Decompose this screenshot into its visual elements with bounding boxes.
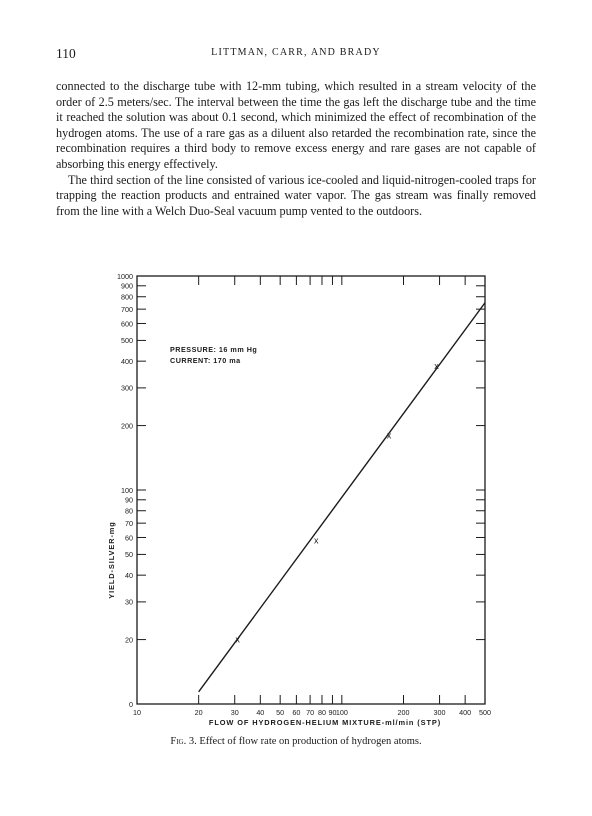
page-number: 110 (56, 46, 76, 61)
y-tick-label: 800 (121, 292, 133, 302)
y-tick-label: 300 (121, 383, 133, 393)
x-tick-label: 70 (306, 708, 315, 717)
y-tick-label: 70 (125, 518, 133, 528)
annotation-2: CURRENT: 170 ma (170, 356, 241, 365)
y-tick-label: 400 (121, 356, 133, 366)
y-tick-label: 50 (125, 550, 133, 560)
x-tick-label: 30 (230, 708, 239, 717)
x-tick-label: 50 (276, 708, 285, 717)
y-tick-label: 200 (121, 421, 133, 431)
plot-frame (137, 276, 485, 704)
y-tick-label: 20 (125, 635, 133, 645)
y-tick-label: 0 (129, 699, 133, 709)
x-tick-label: 40 (256, 708, 265, 717)
y-tick-label: 100 (121, 485, 133, 495)
x-axis-label: FLOW OF HYDROGEN-HELIUM MIXTURE-ml/min (STP) (208, 718, 442, 727)
paragraph-2: The third section of the line consisted of various ice-cooled and liquid-nitrogen-cooled traps for trapping the reaction products and entrained water vapor. The gas stream was finally removed from the line with a Welch Duo-Seal vacuum pump vented to the outdoors. (56, 172, 536, 218)
data-point: x (434, 360, 439, 371)
paragraph-1: connected to the discharge tube with 12-mm tubing, which resulted in a stream velocity of the order of 2.5 meters/sec. The interval between the time the gas left the discharge tube and the time it reached the solution was about 0.1 second, which minimized the effect of recombination of the hydrogen atoms. The use of a rare gas as a diluent also retarded the recombination rate, since the recombination requires a third body to remove excess energy and rare gases are not capable of absorbing this energy effectively. (56, 79, 536, 171)
x-tick-label: 400 (459, 708, 472, 717)
y-tick-label: 700 (121, 304, 133, 314)
running-head: LITTMAN, CARR, AND BRADY (211, 47, 381, 58)
y-tick-label: 1000 (117, 271, 133, 281)
y-tick-label: 600 (121, 319, 133, 329)
x-tick-label: 100 (335, 708, 348, 717)
figure-caption-text: Effect of flow rate on production of hydrogen atoms. (199, 736, 422, 747)
x-tick-label: 90 (328, 708, 337, 717)
annotation-1: PRESSURE: 16 mm Hg (170, 345, 258, 354)
x-tick-label: 10 (133, 708, 141, 717)
y-tick-label: 40 (125, 570, 133, 580)
y-axis-label: YIELD-SILVER-mg (107, 521, 116, 599)
data-point: x (386, 430, 392, 441)
y-tick-label: 500 (121, 336, 133, 346)
x-tick-label: 80 (317, 708, 326, 717)
x-tick-label: 300 (433, 708, 446, 717)
y-tick-label: 60 (125, 533, 133, 543)
data-point: x (235, 634, 240, 645)
y-tick-label: 80 (125, 506, 133, 516)
y-tick-label: 30 (125, 597, 133, 607)
x-tick-label: 500 (479, 708, 491, 717)
figure-label: Fig. 3. (170, 736, 197, 747)
y-tick-label: 90 (125, 495, 133, 505)
figure-caption (56, 736, 536, 747)
y-tick-label: 900 (121, 281, 133, 291)
x-tick-label: 200 (397, 708, 410, 717)
fit-line (199, 303, 485, 692)
data-point: x (313, 535, 319, 546)
x-tick-label: 60 (292, 708, 301, 717)
x-tick-label: 20 (194, 708, 203, 717)
